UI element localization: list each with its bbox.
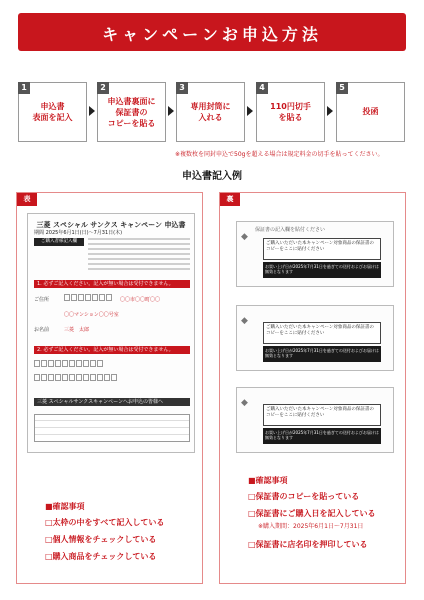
step-5 <box>336 82 405 142</box>
back-check-item: □保証書にご購入日を記入している <box>248 509 376 518</box>
date-cells <box>34 360 103 367</box>
front-checklist-heading: ■確認事項 <box>45 502 85 511</box>
front-panel <box>16 192 203 584</box>
card-header: 保証書の記入欄を貼付ください <box>255 227 326 233</box>
title-banner <box>18 13 406 51</box>
back-panel <box>219 192 406 584</box>
mitsubishi-logo-icon: ◆ <box>241 232 248 242</box>
purchase-period-note: ※購入期間：2025年6月1日〜7月31日 <box>258 523 364 530</box>
sample-title: 申込書記入例 <box>182 171 242 182</box>
step-number: 1 <box>18 82 30 94</box>
card-warning: お買い上げ日が2025年7月31日を過ぎての送付およびお届けは無効となります <box>263 346 381 362</box>
front-tab-label: 表 <box>17 193 37 206</box>
sample-form-back <box>236 213 394 457</box>
page-title: キャンペーンお申込方法 <box>102 25 322 44</box>
form-required-bar: 2. 必ずご記入ください。記入が無い場合は受付できません。 <box>34 346 190 354</box>
step-text: 投函 <box>362 107 379 116</box>
form-table <box>34 414 190 442</box>
address-label: ご住所 <box>34 297 50 303</box>
form-required-bar: 1. 必ずご記入ください。記入が無い場合は受付できません。 <box>34 280 190 288</box>
warranty-card <box>236 221 394 287</box>
arrow-right-icon <box>168 106 174 116</box>
card-warning: お買い上げ日が2025年7月31日を過ぎての送付およびお届けは無効となります <box>263 428 381 444</box>
step-text: 110円切手 を貼る <box>270 102 311 122</box>
back-tab-label: 裏 <box>220 193 240 206</box>
form-lines <box>88 238 190 273</box>
step-1 <box>18 82 87 142</box>
building-value: 〇〇マンション〇〇号室 <box>64 312 119 318</box>
front-check-item: □個人情報をチェックしている <box>45 535 157 544</box>
arrow-right-icon <box>89 106 95 116</box>
step-number: 4 <box>256 82 268 94</box>
step-number: 2 <box>97 82 109 94</box>
postcode-cells <box>64 294 112 301</box>
arrow-right-icon <box>247 106 253 116</box>
name-value: 三菱 太郎 <box>64 327 90 333</box>
card-instruction: ご購入いただいた本キャンペーン対象商品の保証書のコピーをここに貼付ください <box>263 404 381 426</box>
address-value: 〇〇市〇〇町〇〇 <box>120 297 161 303</box>
form-period: 期間 2025年6月1日(日)〜7月31日(木) <box>34 230 123 236</box>
step-4 <box>256 82 325 142</box>
arrow-right-icon <box>327 106 333 116</box>
mitsubishi-logo-icon: ◆ <box>241 316 248 326</box>
name-label: お名前 <box>34 327 50 333</box>
step-number: 5 <box>336 82 348 94</box>
step-2 <box>97 82 166 142</box>
form-notice-bar: 三菱 スペシャルサンクスキャンペーンへお申込の皆様へ <box>34 398 190 406</box>
card-instruction: ご購入いただいた本キャンペーン対象商品の保証書のコピーをここに貼付ください <box>263 322 381 344</box>
mitsubishi-logo-icon: ◆ <box>241 398 248 408</box>
form-title: 三菱 スペシャル サンクス キャンペーン 申込書 <box>36 221 186 229</box>
card-instruction: ご購入いただいた本キャンペーン対象商品の保証書のコピーをここに貼付ください <box>263 238 381 260</box>
warranty-card <box>236 387 394 453</box>
card-warning: お買い上げ日が2025年7月31日を過ぎての送付およびお届けは無効となります <box>263 262 381 278</box>
form-section-label: ご購入者様記入欄 <box>34 238 84 246</box>
postage-note: ※複数枚を同封申込で50gを超える場合は規定料金の切手を貼ってください。 <box>175 151 384 158</box>
back-checklist-heading: ■確認事項 <box>248 476 288 485</box>
step-number: 3 <box>176 82 188 94</box>
back-check-item: □保証書のコピーを貼っている <box>248 492 360 501</box>
step-text: 申込書 表面を記入 <box>32 102 73 122</box>
step-3 <box>176 82 245 142</box>
warranty-card <box>236 305 394 371</box>
back-check-item: □保証書に店名印を押印している <box>248 540 368 549</box>
sample-form-front <box>27 213 195 453</box>
step-text: 専用封筒に 入れる <box>190 102 231 122</box>
front-check-item: □太枠の中をすべて記入している <box>45 518 165 527</box>
step-text: 申込書裏面に 保証書の コピーを貼る <box>107 97 156 128</box>
product-cells <box>34 374 117 381</box>
front-check-item: □購入商品をチェックしている <box>45 552 157 561</box>
